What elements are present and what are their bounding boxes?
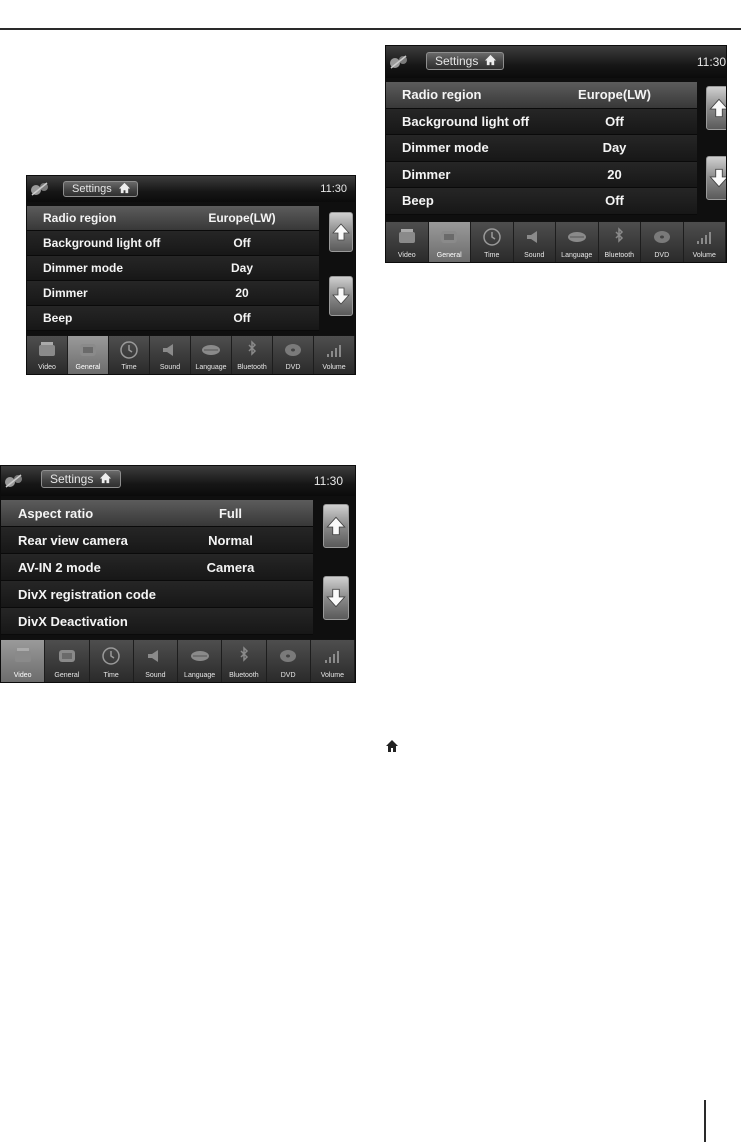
tab-sound[interactable]	[150, 336, 191, 374]
settings-row[interactable]	[1, 527, 313, 554]
tab-sound[interactable]	[514, 222, 557, 262]
settings-row[interactable]	[27, 256, 319, 281]
volume-icon	[314, 336, 354, 364]
category-tab-bar	[27, 335, 355, 374]
language-icon	[191, 336, 231, 364]
tab-label: Bluetooth	[604, 252, 635, 259]
tab-time[interactable]	[471, 222, 514, 262]
video-icon	[27, 336, 67, 364]
tab-volume[interactable]	[684, 222, 727, 262]
dvd-icon	[267, 640, 310, 672]
tab-label: General	[75, 364, 101, 371]
scroll-down-button[interactable]	[329, 276, 353, 316]
clock-display: 11:30	[696, 55, 726, 69]
scroll-up-button[interactable]	[329, 212, 353, 252]
setting-label: Dimmer mode	[43, 261, 124, 275]
video-icon	[386, 222, 428, 252]
home-icon	[93, 472, 112, 487]
tab-dvd[interactable]	[273, 336, 314, 374]
setting-value: Camera	[206, 559, 255, 575]
general-icon	[68, 336, 108, 364]
tab-label: Language	[561, 252, 593, 259]
tab-general[interactable]	[429, 222, 472, 262]
setting-value: Europe(LW)	[578, 87, 651, 103]
settings-screen-bottom-left	[0, 465, 356, 683]
tab-label: DVD	[654, 252, 670, 259]
arrow-up-icon	[330, 213, 352, 251]
setting-value: Normal	[208, 532, 253, 548]
tab-label: Video	[13, 672, 32, 679]
setting-label: Dimmer mode	[402, 140, 489, 156]
bluetooth-icon	[232, 336, 272, 364]
settings-label: Settings	[72, 183, 112, 195]
logo-icon[interactable]	[3, 472, 25, 495]
settings-home-button[interactable]	[426, 52, 504, 70]
tab-general[interactable]	[68, 336, 109, 374]
tab-label: Language	[184, 672, 216, 679]
tab-label: DVD	[285, 364, 301, 371]
category-tab-bar	[386, 221, 726, 262]
setting-value: Day	[602, 140, 627, 156]
home-icon	[112, 182, 131, 197]
setting-value: 20	[607, 166, 622, 182]
dvd-icon	[273, 336, 313, 364]
setting-value: Off	[233, 236, 251, 250]
setting-label: Background light off	[43, 236, 161, 250]
setting-value: Off	[233, 311, 251, 325]
tab-time[interactable]	[90, 640, 134, 682]
settings-row[interactable]	[386, 82, 697, 109]
arrow-down-icon	[330, 277, 352, 315]
setting-label: Dimmer	[43, 286, 88, 300]
tab-label: Volume	[320, 672, 345, 679]
settings-row[interactable]	[27, 306, 319, 331]
arrow-up-icon	[324, 505, 348, 547]
settings-row[interactable]	[1, 581, 313, 608]
tab-bluetooth[interactable]	[599, 222, 642, 262]
category-tab-bar	[1, 639, 355, 682]
tab-label: Volume	[322, 364, 346, 371]
setting-value: Day	[230, 261, 253, 275]
tab-label: Time	[103, 672, 119, 679]
scroll-up-button[interactable]	[706, 86, 727, 130]
settings-label: Settings	[435, 54, 479, 68]
setting-value: Europe(LW)	[208, 211, 276, 225]
tab-sound[interactable]	[134, 640, 178, 682]
scroll-down-button[interactable]	[706, 156, 727, 200]
setting-label: Dimmer	[402, 166, 451, 182]
language-icon	[178, 640, 221, 672]
setting-value: 20	[235, 286, 249, 300]
tab-language[interactable]	[191, 336, 232, 374]
home-icon	[478, 54, 497, 69]
settings-row[interactable]	[27, 206, 319, 231]
settings-label: Settings	[50, 472, 94, 486]
settings-row[interactable]	[386, 162, 697, 189]
tab-video[interactable]	[27, 336, 68, 374]
screen-header	[1, 466, 355, 496]
page-footer-rule	[704, 1100, 706, 1142]
tab-label: General	[54, 672, 80, 679]
tab-label: Bluetooth	[237, 364, 267, 371]
setting-value: Off	[605, 113, 624, 129]
tab-bluetooth[interactable]	[222, 640, 266, 682]
settings-home-button[interactable]	[41, 470, 121, 488]
tab-general[interactable]	[45, 640, 89, 682]
tab-video[interactable]	[386, 222, 429, 262]
settings-row[interactable]	[386, 135, 697, 162]
home-icon	[385, 739, 399, 753]
tab-dvd[interactable]	[267, 640, 311, 682]
settings-screen-top-left	[26, 175, 356, 375]
setting-label: Radio region	[43, 211, 117, 225]
tab-volume[interactable]	[314, 336, 355, 374]
arrow-down-icon	[324, 577, 348, 619]
settings-row[interactable]	[1, 608, 313, 635]
settings-row[interactable]	[386, 109, 697, 136]
tab-label: Sound	[524, 252, 545, 259]
tab-label: Video	[38, 364, 56, 371]
tab-language[interactable]	[178, 640, 222, 682]
settings-row[interactable]	[27, 281, 319, 306]
arrow-up-icon	[707, 87, 727, 129]
setting-label: Radio region	[402, 87, 482, 103]
settings-row[interactable]	[1, 554, 313, 581]
clock-display: 11:30	[313, 474, 343, 488]
setting-label: Background light off	[402, 113, 530, 129]
bluetooth-icon	[222, 640, 265, 672]
tab-label: Time	[121, 364, 137, 371]
setting-value: Off	[605, 193, 624, 209]
tab-language[interactable]	[556, 222, 599, 262]
tab-label: Time	[484, 252, 500, 259]
setting-value: Full	[218, 505, 243, 521]
screen-header	[386, 46, 726, 78]
tab-bluetooth[interactable]	[232, 336, 273, 374]
tab-dvd[interactable]	[641, 222, 684, 262]
clock-display: 11:30	[320, 182, 347, 195]
speaker-icon	[150, 336, 190, 364]
setting-label: Rear view camera	[18, 532, 128, 548]
tab-volume[interactable]	[311, 640, 355, 682]
speaker-icon	[134, 640, 177, 672]
settings-home-button[interactable]	[63, 181, 138, 197]
dvd-icon	[641, 222, 683, 252]
tab-label: Volume	[692, 252, 716, 259]
setting-label: Beep	[402, 193, 434, 209]
tab-label: Sound	[145, 672, 166, 679]
settings-row[interactable]	[1, 500, 313, 527]
language-icon	[556, 222, 598, 252]
scroll-down-button[interactable]	[323, 576, 349, 620]
tab-label: Video	[397, 252, 416, 259]
tab-time[interactable]	[109, 336, 150, 374]
settings-screen-right	[385, 45, 727, 263]
scroll-up-button[interactable]	[323, 504, 349, 548]
tab-label: General	[436, 252, 462, 259]
tab-label: Language	[195, 364, 227, 371]
logo-icon[interactable]	[29, 180, 51, 203]
speaker-icon	[514, 222, 556, 252]
bluetooth-icon	[599, 222, 641, 252]
setting-label: Beep	[43, 311, 73, 325]
setting-label: Aspect ratio	[18, 505, 94, 521]
settings-row[interactable]	[386, 188, 697, 215]
general-icon	[45, 640, 88, 672]
page-header-rule	[0, 28, 741, 30]
setting-label: DivX registration code	[18, 586, 156, 602]
volume-icon	[311, 640, 354, 672]
clock-icon	[109, 336, 149, 364]
tab-label: Sound	[159, 364, 181, 371]
arrow-down-icon	[707, 157, 727, 199]
general-icon	[429, 222, 471, 252]
setting-label: AV-IN 2 mode	[18, 559, 101, 575]
screen-header	[27, 176, 355, 202]
tab-label: DVD	[280, 672, 296, 679]
video-icon	[1, 640, 44, 672]
clock-icon	[90, 640, 133, 672]
setting-label: DivX Deactivation	[18, 613, 128, 629]
tab-label: Bluetooth	[229, 672, 259, 679]
logo-icon[interactable]	[388, 53, 410, 76]
tab-video[interactable]	[1, 640, 45, 682]
settings-row[interactable]	[27, 231, 319, 256]
clock-icon	[471, 222, 513, 252]
volume-icon	[684, 222, 726, 252]
